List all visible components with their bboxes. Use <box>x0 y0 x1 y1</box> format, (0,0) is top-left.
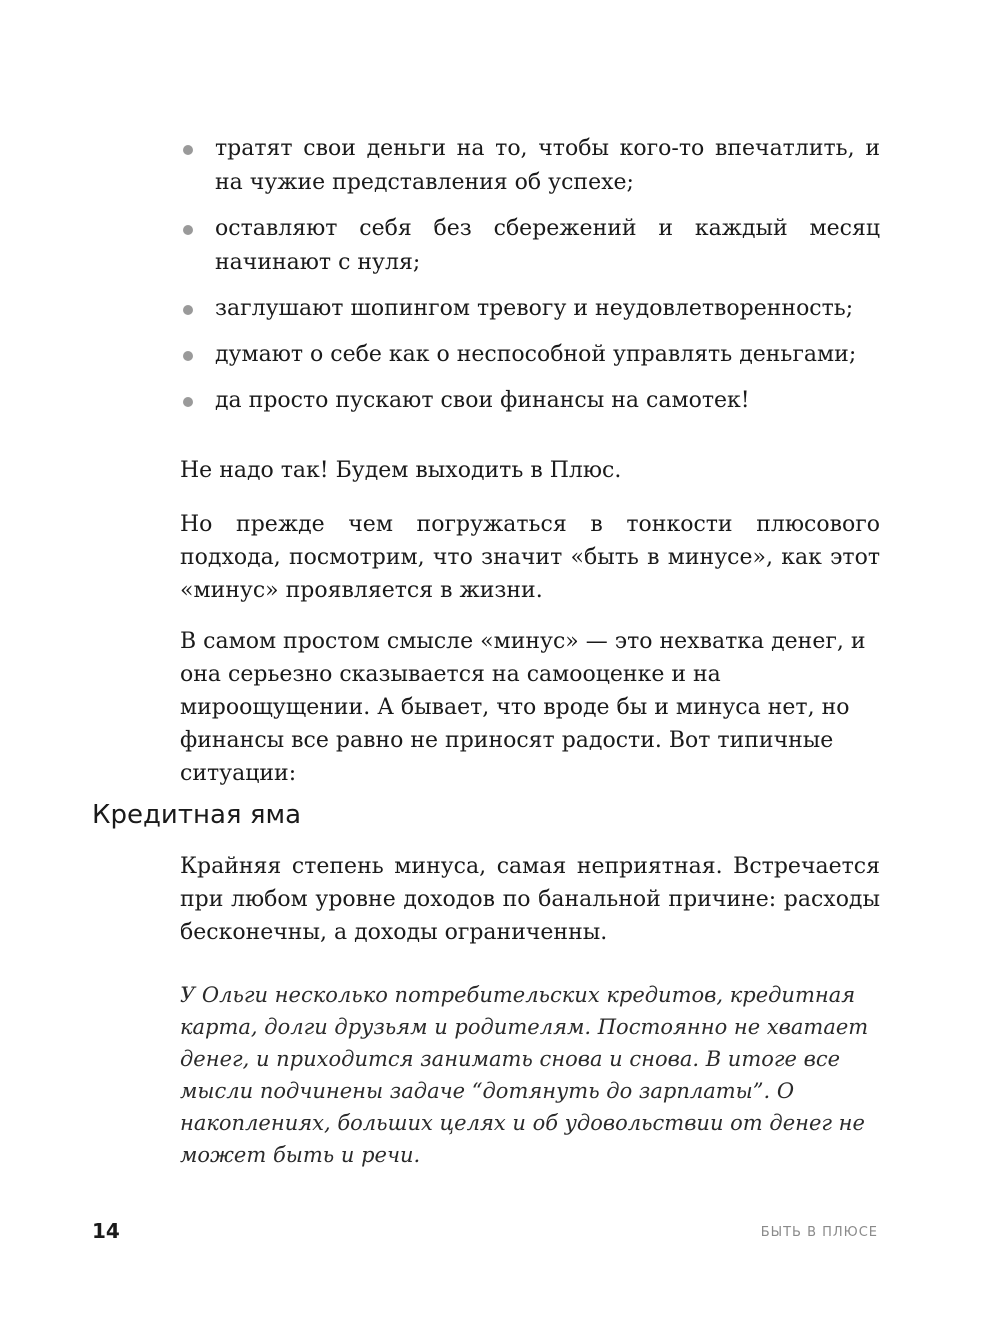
bullet-text: да просто пускают свои финансы на самотек! <box>215 388 750 413</box>
paragraph: Но прежде чем погружаться в тонкости плюсового подхода, посмотрим, что значит «быть в минусе», как этот «минус» проявляется в жизни. <box>180 512 880 603</box>
section-paragraph: Крайняя степень минуса, самая неприятная. Встречается при любом уровне доходов по банальной причине: расходы бесконечны, а доходы ограниченны. <box>180 854 880 945</box>
bullet-icon <box>183 305 193 315</box>
bullet-text: заглушают шопингом тревогу и неудовлетворенность; <box>215 296 854 321</box>
bullet-icon <box>183 145 193 155</box>
example-quote: У Ольги несколько потребительских кредитов, кредитная карта, долги друзьям и родителям. Постоянно не хватает денег, и приходится занимать снова и снова. В итоге все мысли подчинены задаче “дотянуть до зарплаты”. О накоплениях, больших целях и об удовольствии от денег не может быть и речи. <box>180 983 869 1167</box>
bullet-text: тратят свои деньги на то, чтобы кого-то впечатлить, и на чужие представления об успехе; <box>215 136 880 195</box>
list-item <box>180 292 880 326</box>
bullet-icon <box>183 225 193 235</box>
running-title: БЫТЬ В ПЛЮСЕ <box>760 1225 878 1240</box>
list-item <box>180 338 880 372</box>
bullet-text: думают о себе как о неспособной управлять деньгами; <box>215 342 857 367</box>
bullet-list <box>180 132 880 430</box>
list-item <box>180 132 880 200</box>
bullet-icon <box>183 397 193 407</box>
paragraph: В самом простом смысле «минус» — это нехватка денег, и она серьезно сказывается на самооценке и на мироощущении. А бывает, что вроде бы и минуса нет, но финансы все равно не приносят радости. Вот типичные ситуации: <box>180 629 866 786</box>
paragraph: Не надо так! Будем выходить в Плюс. <box>180 458 622 483</box>
bullet-text: оставляют себя без сбережений и каждый месяц начинают с нуля; <box>215 216 880 275</box>
list-item <box>180 384 880 418</box>
section-heading: Кредитная яма <box>92 800 302 830</box>
list-item <box>180 212 880 280</box>
page-number: 14 <box>92 1219 120 1243</box>
bullet-icon <box>183 351 193 361</box>
